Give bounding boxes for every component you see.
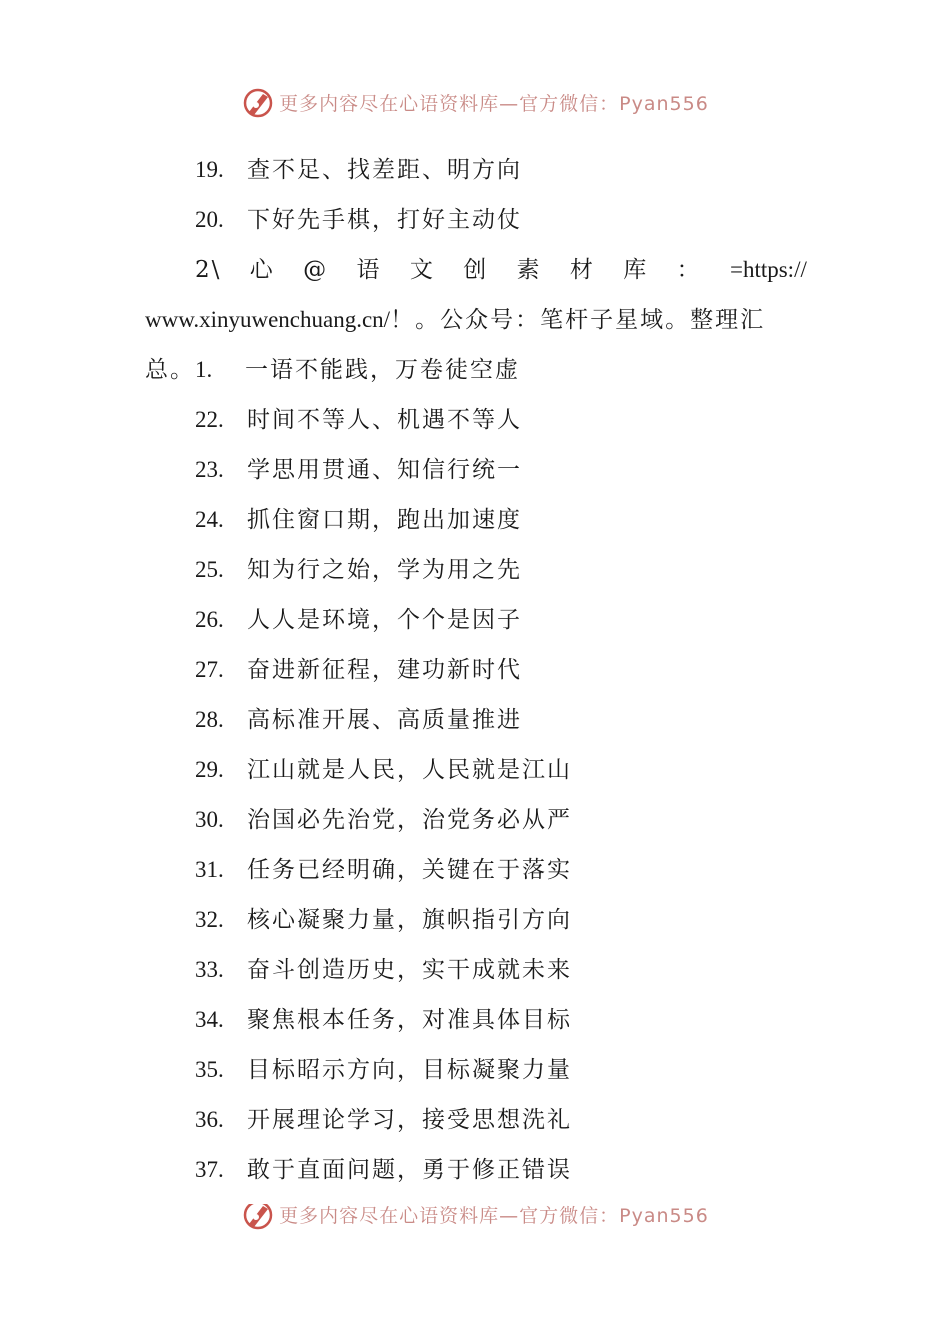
header-banner — [0, 82, 950, 122]
list-item — [145, 945, 807, 995]
paragraph-part: 素 — [516, 257, 542, 283]
list-text: 治国必先治党，治党务必从严 — [247, 807, 572, 833]
list-text: 下好先手棋，打好主动仗 — [247, 207, 522, 233]
list-text: 开展理论学习，接受思想洗礼 — [247, 1107, 572, 1133]
paragraph-line-1 — [145, 245, 807, 295]
paragraph-line-2 — [145, 295, 807, 345]
banner-contact-text: 官方微信：Pyan556 — [519, 92, 709, 115]
list-number: 27. — [195, 657, 224, 682]
list-text: 敢于直面问题，勇于修正错误 — [247, 1157, 572, 1183]
paragraph-prefix: 总。 — [145, 357, 195, 383]
list-item — [145, 645, 807, 695]
list-text: 核心凝聚力量，旗帜指引方向 — [247, 907, 572, 933]
list-number: 19. — [195, 157, 224, 182]
list-number: 31. — [195, 857, 224, 882]
list-number: 26. — [195, 607, 224, 632]
list-item — [145, 1145, 807, 1195]
list-item — [145, 395, 807, 445]
list-item — [145, 795, 807, 845]
list-item — [145, 145, 807, 195]
list-number: 22. — [195, 407, 224, 432]
list-text: 目标昭示方向，目标凝聚力量 — [247, 1057, 572, 1083]
list-number: 25. — [195, 557, 224, 582]
list-number: 23. — [195, 457, 224, 482]
paragraph-part: 创 — [463, 257, 489, 283]
list-item — [145, 495, 807, 545]
list-text: 奋进新征程，建功新时代 — [247, 657, 522, 683]
list-number: 33. — [195, 957, 224, 982]
list-text: 江山就是人民，人民就是江山 — [247, 757, 572, 783]
paragraph-part: 材 — [569, 257, 595, 283]
list-item — [145, 1095, 807, 1145]
list-item — [145, 695, 807, 745]
list-text: 奋斗创造历史，实干成就未来 — [247, 957, 572, 983]
list-text: 时间不等人、机遇不等人 — [247, 407, 522, 433]
list-item — [145, 195, 807, 245]
paragraph-part: @ — [303, 257, 329, 283]
list-number: 36. — [195, 1107, 224, 1132]
list-item — [145, 745, 807, 795]
list-number: 30. — [195, 807, 224, 832]
paragraph-part: 语 — [356, 257, 382, 283]
paragraph-part: ： — [676, 257, 702, 283]
list-text: 聚焦根本任务，对准具体目标 — [247, 1007, 572, 1033]
list-item — [145, 995, 807, 1045]
pen-nib-icon — [241, 1204, 275, 1231]
list-text: 高标准开展、高质量推进 — [247, 707, 522, 733]
list-text: 抓住窗口期，跑出加速度 — [247, 507, 522, 533]
pen-nib-icon — [241, 85, 275, 119]
list-number: 34. — [195, 1007, 224, 1032]
banner-brand-text: 更多内容尽在心语资料库— — [279, 92, 520, 115]
list-text: 任务已经明确，关键在于落实 — [247, 857, 572, 883]
list-item — [145, 595, 807, 645]
numbered-list-top — [145, 145, 807, 245]
banner-brand-text: 更多内容尽在心语资料库— — [279, 1204, 520, 1227]
list-number: 24. — [195, 507, 224, 532]
list-text: 查不足、找差距、明方向 — [247, 157, 522, 183]
list-text: 人人是环境，个个是因子 — [247, 607, 522, 633]
paragraph-line-3 — [145, 345, 807, 395]
document-body — [145, 145, 807, 1195]
list-number: 35. — [195, 1057, 224, 1082]
list-number: 37. — [195, 1157, 224, 1182]
paragraph-part: 库 — [623, 257, 649, 283]
list-number: 32. — [195, 907, 224, 932]
paragraph-url: www.xinyuwenchuang.cn/ — [145, 307, 391, 332]
list-number: 20. — [195, 207, 224, 232]
paragraph-part: 文 — [409, 257, 435, 283]
list-number: 29. — [195, 757, 224, 782]
list-item — [145, 545, 807, 595]
numbered-list-bottom — [145, 395, 807, 1195]
list-item — [145, 1045, 807, 1095]
list-text: 学思用贯通、知信行统一 — [247, 457, 522, 483]
list-number: 28. — [195, 707, 224, 732]
list-text: 一语不能践，万卷徒空虚 — [245, 357, 520, 383]
paragraph-text: ！。公众号：笔杆子星域。整理汇 — [390, 307, 766, 333]
list-text: 知为行之始，学为用之先 — [247, 557, 522, 583]
paragraph-part-url-start: =https:// — [729, 257, 807, 282]
footer-banner — [0, 1204, 950, 1240]
list-item — [145, 895, 807, 945]
list-item — [145, 445, 807, 495]
banner-contact-text: 官方微信：Pyan556 — [519, 1204, 709, 1227]
list-item — [145, 845, 807, 895]
paragraph-part: 心 — [249, 257, 275, 283]
paragraph-part: 2\ — [195, 257, 222, 283]
list-number: 1. — [195, 357, 213, 382]
